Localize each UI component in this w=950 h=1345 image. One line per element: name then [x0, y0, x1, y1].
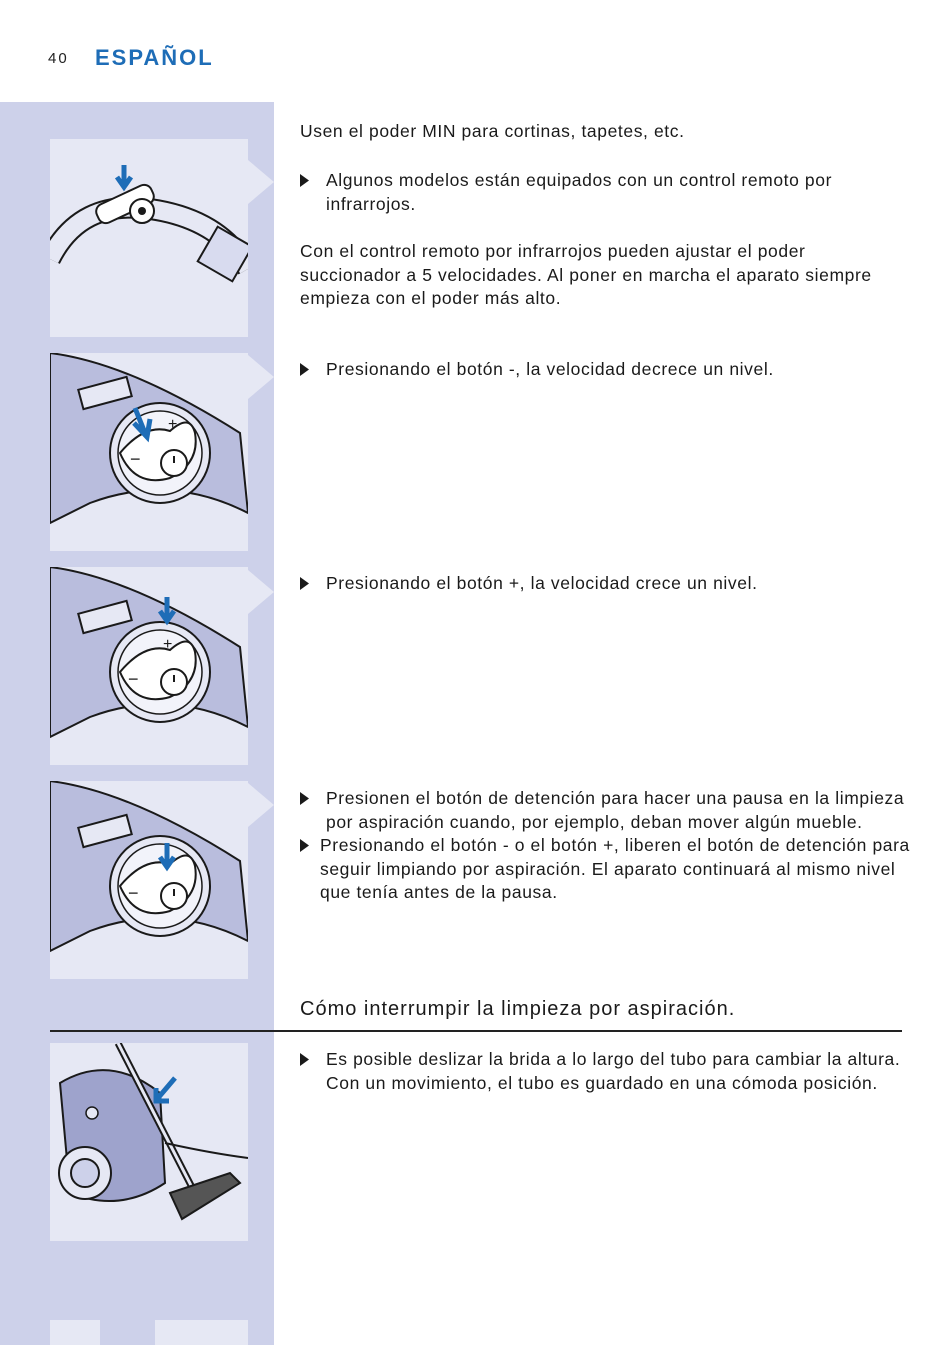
svg-text:−: − — [128, 883, 139, 903]
illustration-remote-pause — [50, 781, 248, 979]
text-remote-paragraph — [300, 240, 910, 311]
bullet-icon — [300, 577, 309, 590]
bullet-item — [300, 1048, 910, 1095]
illustration-vacuum-parking — [50, 1043, 248, 1241]
text-minus — [300, 358, 910, 382]
paragraph: Usen el poder MIN para cortinas, tapetes, etc. — [300, 121, 685, 141]
minus-label: − — [130, 449, 141, 469]
bullet-text: Es posible deslizar la brida a lo largo del tubo para cambiar la altura. Con un movimiento, el tubo es guardado en una cómoda posición. — [326, 1049, 901, 1093]
subsection-heading: Cómo interrumpir la limpieza por aspiración. — [300, 998, 736, 1020]
bullet-item — [300, 572, 910, 596]
section-title: ESPAÑOL — [95, 45, 214, 70]
footer-strip — [155, 1320, 248, 1345]
illustration-remote-minus — [50, 353, 248, 551]
paragraph: Con el control remoto por infrarrojos pueden ajustar el poder succionador a 5 velocidades. Al poner en marcha el aparato siempre empieza con el poder más alto. — [300, 241, 872, 308]
panel-pointer — [248, 160, 274, 204]
panel-pointer — [248, 783, 274, 827]
bullet-text: Presionando el botón - o el botón +, liberen el botón de detención para seguir limpiando por aspiración. El aparato continuará al mismo nivel que tenía antes de la pausa. — [320, 835, 910, 902]
page-number: 40 — [48, 50, 69, 67]
panel-pointer — [248, 355, 274, 399]
panel-pointer — [248, 570, 274, 614]
svg-text:+: + — [163, 636, 173, 653]
bullet-text: Presionen el botón de detención para hacer una pausa en la limpieza por aspiración cuando, por ejemplo, deban mover algún mueble. — [326, 788, 905, 832]
bullet-text: Presionando el botón -, la velocidad decrece un nivel. — [326, 359, 774, 379]
bullet-item — [300, 358, 910, 382]
text-min-power — [300, 120, 910, 144]
text-pause — [300, 787, 910, 905]
bullet-icon — [300, 792, 309, 805]
illustration-hose-handle — [50, 139, 248, 337]
bullet-text: Algunos modelos están equipados con un control remoto por infrarrojos. — [326, 170, 833, 214]
svg-text:−: − — [128, 669, 139, 689]
text-plus — [300, 572, 910, 596]
bullet-text: Presionando el botón +, la velocidad crece un nivel. — [326, 573, 758, 593]
text-remote — [300, 169, 910, 216]
bullet-icon — [300, 363, 309, 376]
plus-label: + — [168, 416, 178, 433]
heading-rule — [50, 1030, 902, 1032]
text-interrupt — [300, 1048, 910, 1095]
bullet-item — [300, 787, 910, 834]
bullet-item — [300, 834, 910, 905]
illustration-remote-plus — [50, 567, 248, 765]
footer-strip — [50, 1320, 100, 1345]
bullet-item — [300, 169, 910, 216]
bullet-icon — [300, 1053, 309, 1066]
bullet-icon — [300, 174, 309, 187]
bullet-icon — [300, 839, 309, 852]
